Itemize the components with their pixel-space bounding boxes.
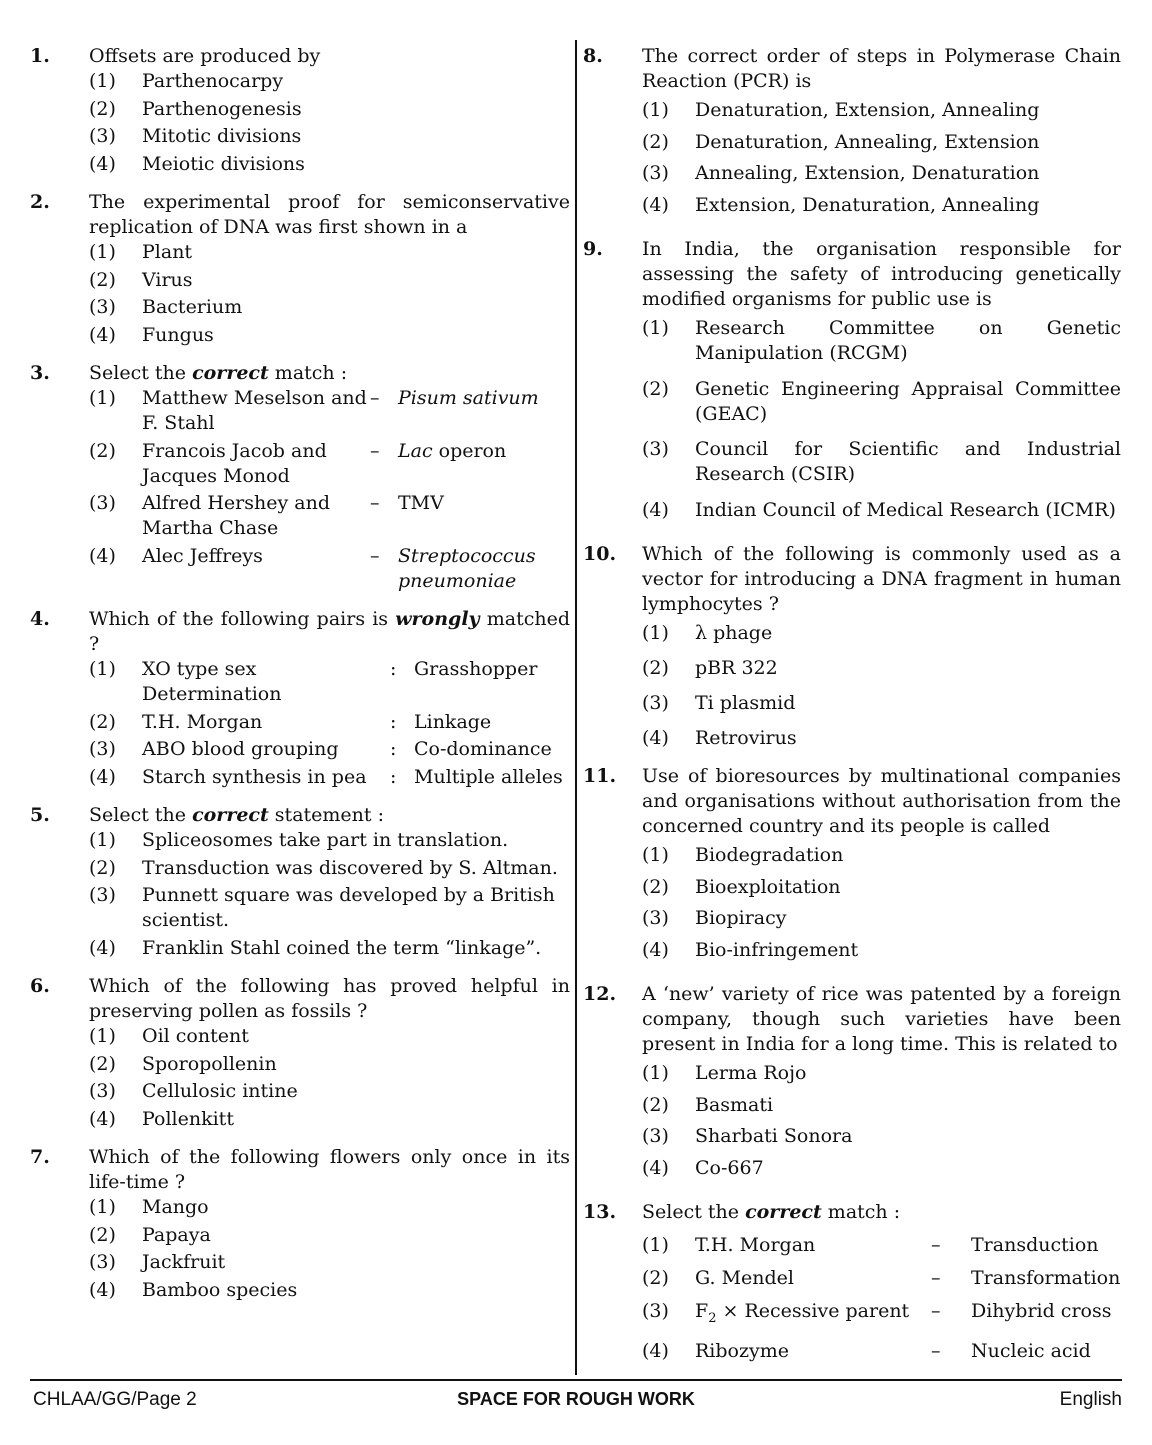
option: (4) Ribozyme – Nucleic acid — [642, 1339, 1091, 1362]
option: (4) Alec Jeffreys – Streptococcus pneumoniae — [89, 544, 536, 592]
question-number: 1. — [30, 45, 50, 67]
question-stem: Select the correct statement : — [89, 804, 384, 826]
question-5 — [30, 803, 570, 963]
option: (2) Genetic Engineering Appraisal Committee (GEAC) — [642, 377, 1121, 425]
question-stem: Which of the following flowers only once in its life-time ? — [89, 1146, 570, 1193]
option: (2) Bioexploitation — [642, 875, 841, 898]
option: (2) Transduction was discovered by S. Altman. — [89, 856, 558, 879]
option: (4) Extension, Denaturation, Annealing — [642, 193, 1040, 216]
option: (1) Mango — [89, 1196, 209, 1218]
question-9 — [583, 237, 1121, 529]
question-13 — [583, 1200, 1121, 1364]
question-2 — [30, 190, 570, 350]
option: (1) Matthew Meselson and F. Stahl – Pisum sativum — [89, 387, 539, 434]
option: (4) Starch synthesis in pea : Multiple alleles — [89, 765, 563, 788]
question-stem: Use of bioresources by multinational companies and organisations without authorisation from the concerned country and its people is called — [642, 765, 1121, 837]
option: (1) T.H. Morgan – Transduction — [642, 1234, 1099, 1256]
option: (2) G. Mendel – Transformation — [642, 1267, 1121, 1289]
option: (1) Biodegradation — [642, 844, 844, 866]
rough-work-label: SPACE FOR ROUGH WORK — [457, 1389, 695, 1409]
option: (4) Franklin Stahl coined the term “linkage”. — [89, 936, 542, 959]
option: (1) Research Committee on Genetic Manipulation (RCGM) — [642, 317, 1121, 364]
footer-rule — [30, 1379, 1122, 1381]
question-1 — [30, 44, 570, 179]
question-stem: Select the correct match : — [642, 1201, 901, 1223]
question-7 — [30, 1145, 570, 1305]
option: (3) Council for Scientific and Industrial Research (CSIR) — [642, 438, 1121, 485]
option: (3) Annealing, Extension, Denaturation — [642, 162, 1040, 184]
option: (2) Parthenogenesis — [89, 97, 302, 120]
question-number: 8. — [583, 45, 603, 67]
question-3 — [30, 361, 570, 596]
option: (2) Denaturation, Annealing, Extension — [642, 130, 1040, 153]
option: (2) Sporopollenin — [89, 1052, 277, 1075]
option: (4) Bio-infringement — [642, 938, 859, 961]
language-label: English — [1059, 1389, 1122, 1410]
right-column — [583, 44, 1121, 1377]
question-stem: Which of the following pairs is wrongly matched ? — [89, 608, 570, 655]
option: (2) Basmati — [642, 1093, 774, 1116]
page-code: CHLAA/GG/Page 2 — [33, 1389, 197, 1410]
page-footer — [30, 1389, 1122, 1415]
option: (4) Retrovirus — [642, 727, 797, 749]
option: (3) $F_2$ × Recessive parent – Dihybrid cross — [642, 1300, 1112, 1326]
question-stem: Select the correct match : — [89, 362, 348, 384]
option: (3) Biopiracy — [642, 907, 787, 929]
question-number: 9. — [583, 238, 603, 260]
option: (1) Oil content — [89, 1025, 249, 1047]
question-number: 3. — [30, 362, 50, 384]
option: (2) pBR 322 — [642, 657, 778, 679]
column-divider — [575, 40, 577, 1375]
option: (3) Bacterium — [89, 296, 243, 318]
question-10 — [583, 542, 1121, 751]
option: (1) Parthenocarpy — [89, 70, 284, 92]
question-stem: In India, the organisation responsible for assessing the safety of introducing genetically modified organisms for public use is — [642, 238, 1121, 310]
question-page — [30, 40, 1122, 1375]
option: (1) Denaturation, Extension, Annealing — [642, 99, 1040, 121]
option: (3) Sharbati Sonora — [642, 1125, 853, 1147]
question-number: 13. — [583, 1201, 617, 1223]
question-number: 12. — [583, 983, 617, 1005]
question-number: 7. — [30, 1146, 50, 1168]
option: (1) XO type sex Determination : Grasshopper — [89, 658, 538, 705]
option: (4) Bamboo species — [89, 1278, 298, 1301]
question-number: 10. — [583, 543, 617, 565]
question-number: 5. — [30, 804, 50, 826]
option: (1) Lerma Rojo — [642, 1062, 807, 1084]
question-number: 11. — [583, 765, 617, 787]
question-6 — [30, 974, 570, 1134]
option: (3) Mitotic divisions — [89, 125, 302, 147]
option: (4) Pollenkitt — [89, 1107, 234, 1130]
option: (2) Virus — [89, 268, 193, 291]
question-stem: Which of the following is commonly used as a vector for introducing a DNA fragment in human lymphocytes ? — [642, 543, 1121, 615]
option: (1) Spliceosomes take part in translation. — [89, 829, 509, 851]
option: (4) Indian Council of Medical Research (ICMR) — [642, 498, 1116, 521]
question-number: 2. — [30, 191, 50, 213]
option: (1) Plant — [89, 241, 193, 263]
option: (3) Ti plasmid — [642, 692, 796, 714]
question-4 — [30, 607, 570, 792]
option: (4) Co-667 — [642, 1156, 764, 1179]
option: (2) T.H. Morgan : Linkage — [89, 710, 492, 733]
option: (3) Jackfruit — [89, 1251, 226, 1273]
question-12 — [583, 982, 1121, 1187]
question-stem: Offsets are produced by — [89, 45, 321, 67]
option: (3) Cellulosic intine — [89, 1080, 298, 1102]
question-number: 4. — [30, 608, 50, 630]
option: (1) λ phage — [642, 622, 773, 644]
question-8 — [583, 44, 1121, 224]
question-stem: The experimental proof for semiconservative replication of DNA was first shown in a — [89, 191, 570, 238]
option: (3) ABO blood grouping : Co-dominance — [89, 738, 552, 760]
question-stem: A ‘new’ variety of rice was patented by a foreign company, though such varieties have been present in India for a long time. This is related to — [642, 983, 1121, 1055]
question-number: 6. — [30, 975, 50, 997]
option: (4) Meiotic divisions — [89, 152, 305, 175]
option: (3) Punnett square was developed by a British scientist. — [89, 884, 555, 931]
option: (4) Fungus — [89, 323, 214, 346]
question-stem: Which of the following has proved helpful in preserving pollen as fossils ? — [89, 975, 570, 1022]
question-11 — [583, 764, 1121, 969]
option: (2) Papaya — [89, 1223, 211, 1246]
left-column — [30, 44, 570, 1316]
question-stem: The correct order of steps in Polymerase Chain Reaction (PCR) is — [642, 45, 1121, 92]
option: (3) Alfred Hershey and Martha Chase – TMV — [89, 492, 444, 539]
option: (2) Francois Jacob and Jacques Monod – Lac operon — [89, 439, 507, 487]
